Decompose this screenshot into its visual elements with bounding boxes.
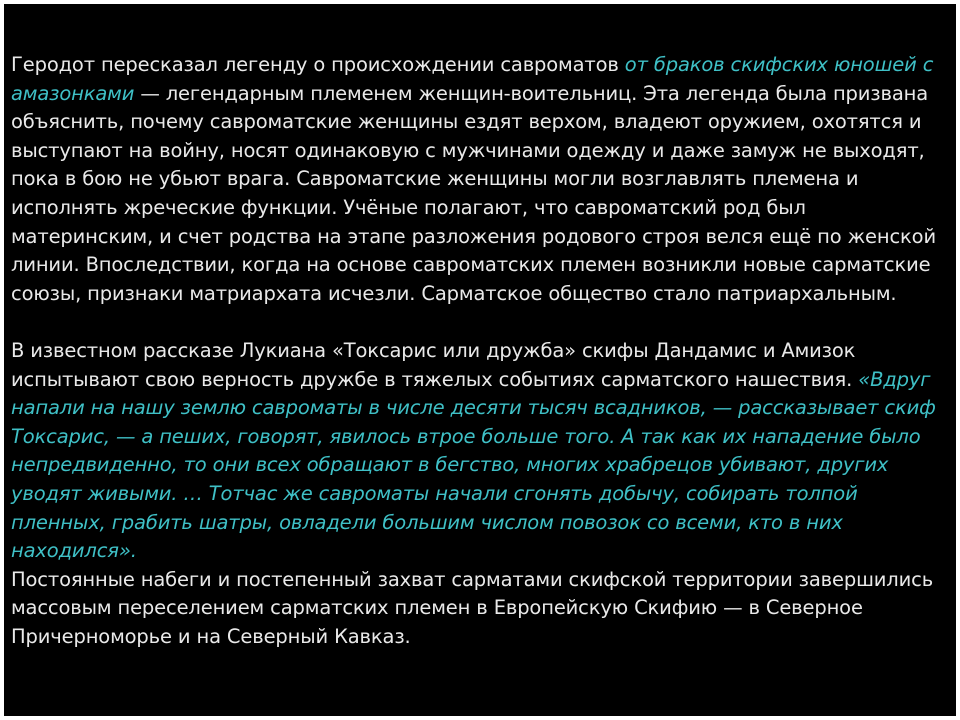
paragraph-conclusion: Постоянные набеги и постепенный захват сарматами скифской территории завершились массовым переселением сарматских племен в Европейскую Скифию — в Северное Причерноморье и на Северный Кавказ. (11, 567, 934, 648)
paragraph-lucian-lead: В известном рассказе Лукиана «Токсарис или дружба» скифы Дандамис и Амизок испытывают свою верность дружбе в тяжелых событиях сарматского нашествия. (11, 338, 859, 391)
paragraph-spacer (11, 308, 951, 337)
slide (4, 4, 956, 716)
paragraph-herodotus (11, 51, 951, 308)
paragraph-lucian (11, 337, 951, 566)
paragraph-herodotus-lead: Геродот пересказал легенду о происхождении савроматов (11, 53, 625, 76)
amazon-marriage-highlight: от браков скифских юношей с амазонками (11, 53, 934, 105)
text-block (11, 51, 951, 651)
paragraph-herodotus-rest: — легендарным племенем женщин-воительниц. Эта легенда была призвана объяснить, почему савроматские женщины ездят верхом, владеют оружием, охотятся и выступают на войну, носят одинаковую с мужчинами одежду и даже замуж не выходят, пока в бою не убьют врага. Савроматские женщины могли возглавлять племена и исполнять жреческие функции. Учёные полагают, что савроматский род был материнским, и счет родства на этапе разложения родового строя велся ещё по женской линии. Впоследствии, когда на основе савроматских племен возникли новые сарматские союзы, признаки матриархата исчезли. Сарматское общество стало патриархальным. (11, 81, 936, 305)
toxaris-quote: «Вдруг напали на нашу землю савроматы в числе десяти тысяч всадников, — рассказывает скиф Токсарис, — а пеших, говорят, явилось втрое больше того. А так как их нападение было непредвиденно, то они всех обращают в бегство, многих храбрецов убивают, других уводят живыми. … Тотчас же савроматы начали сгонять добычу, собирать толпой пленных, грабить шатры, овладели большим числом повозок со всеми, кто в них находился». (11, 367, 936, 563)
